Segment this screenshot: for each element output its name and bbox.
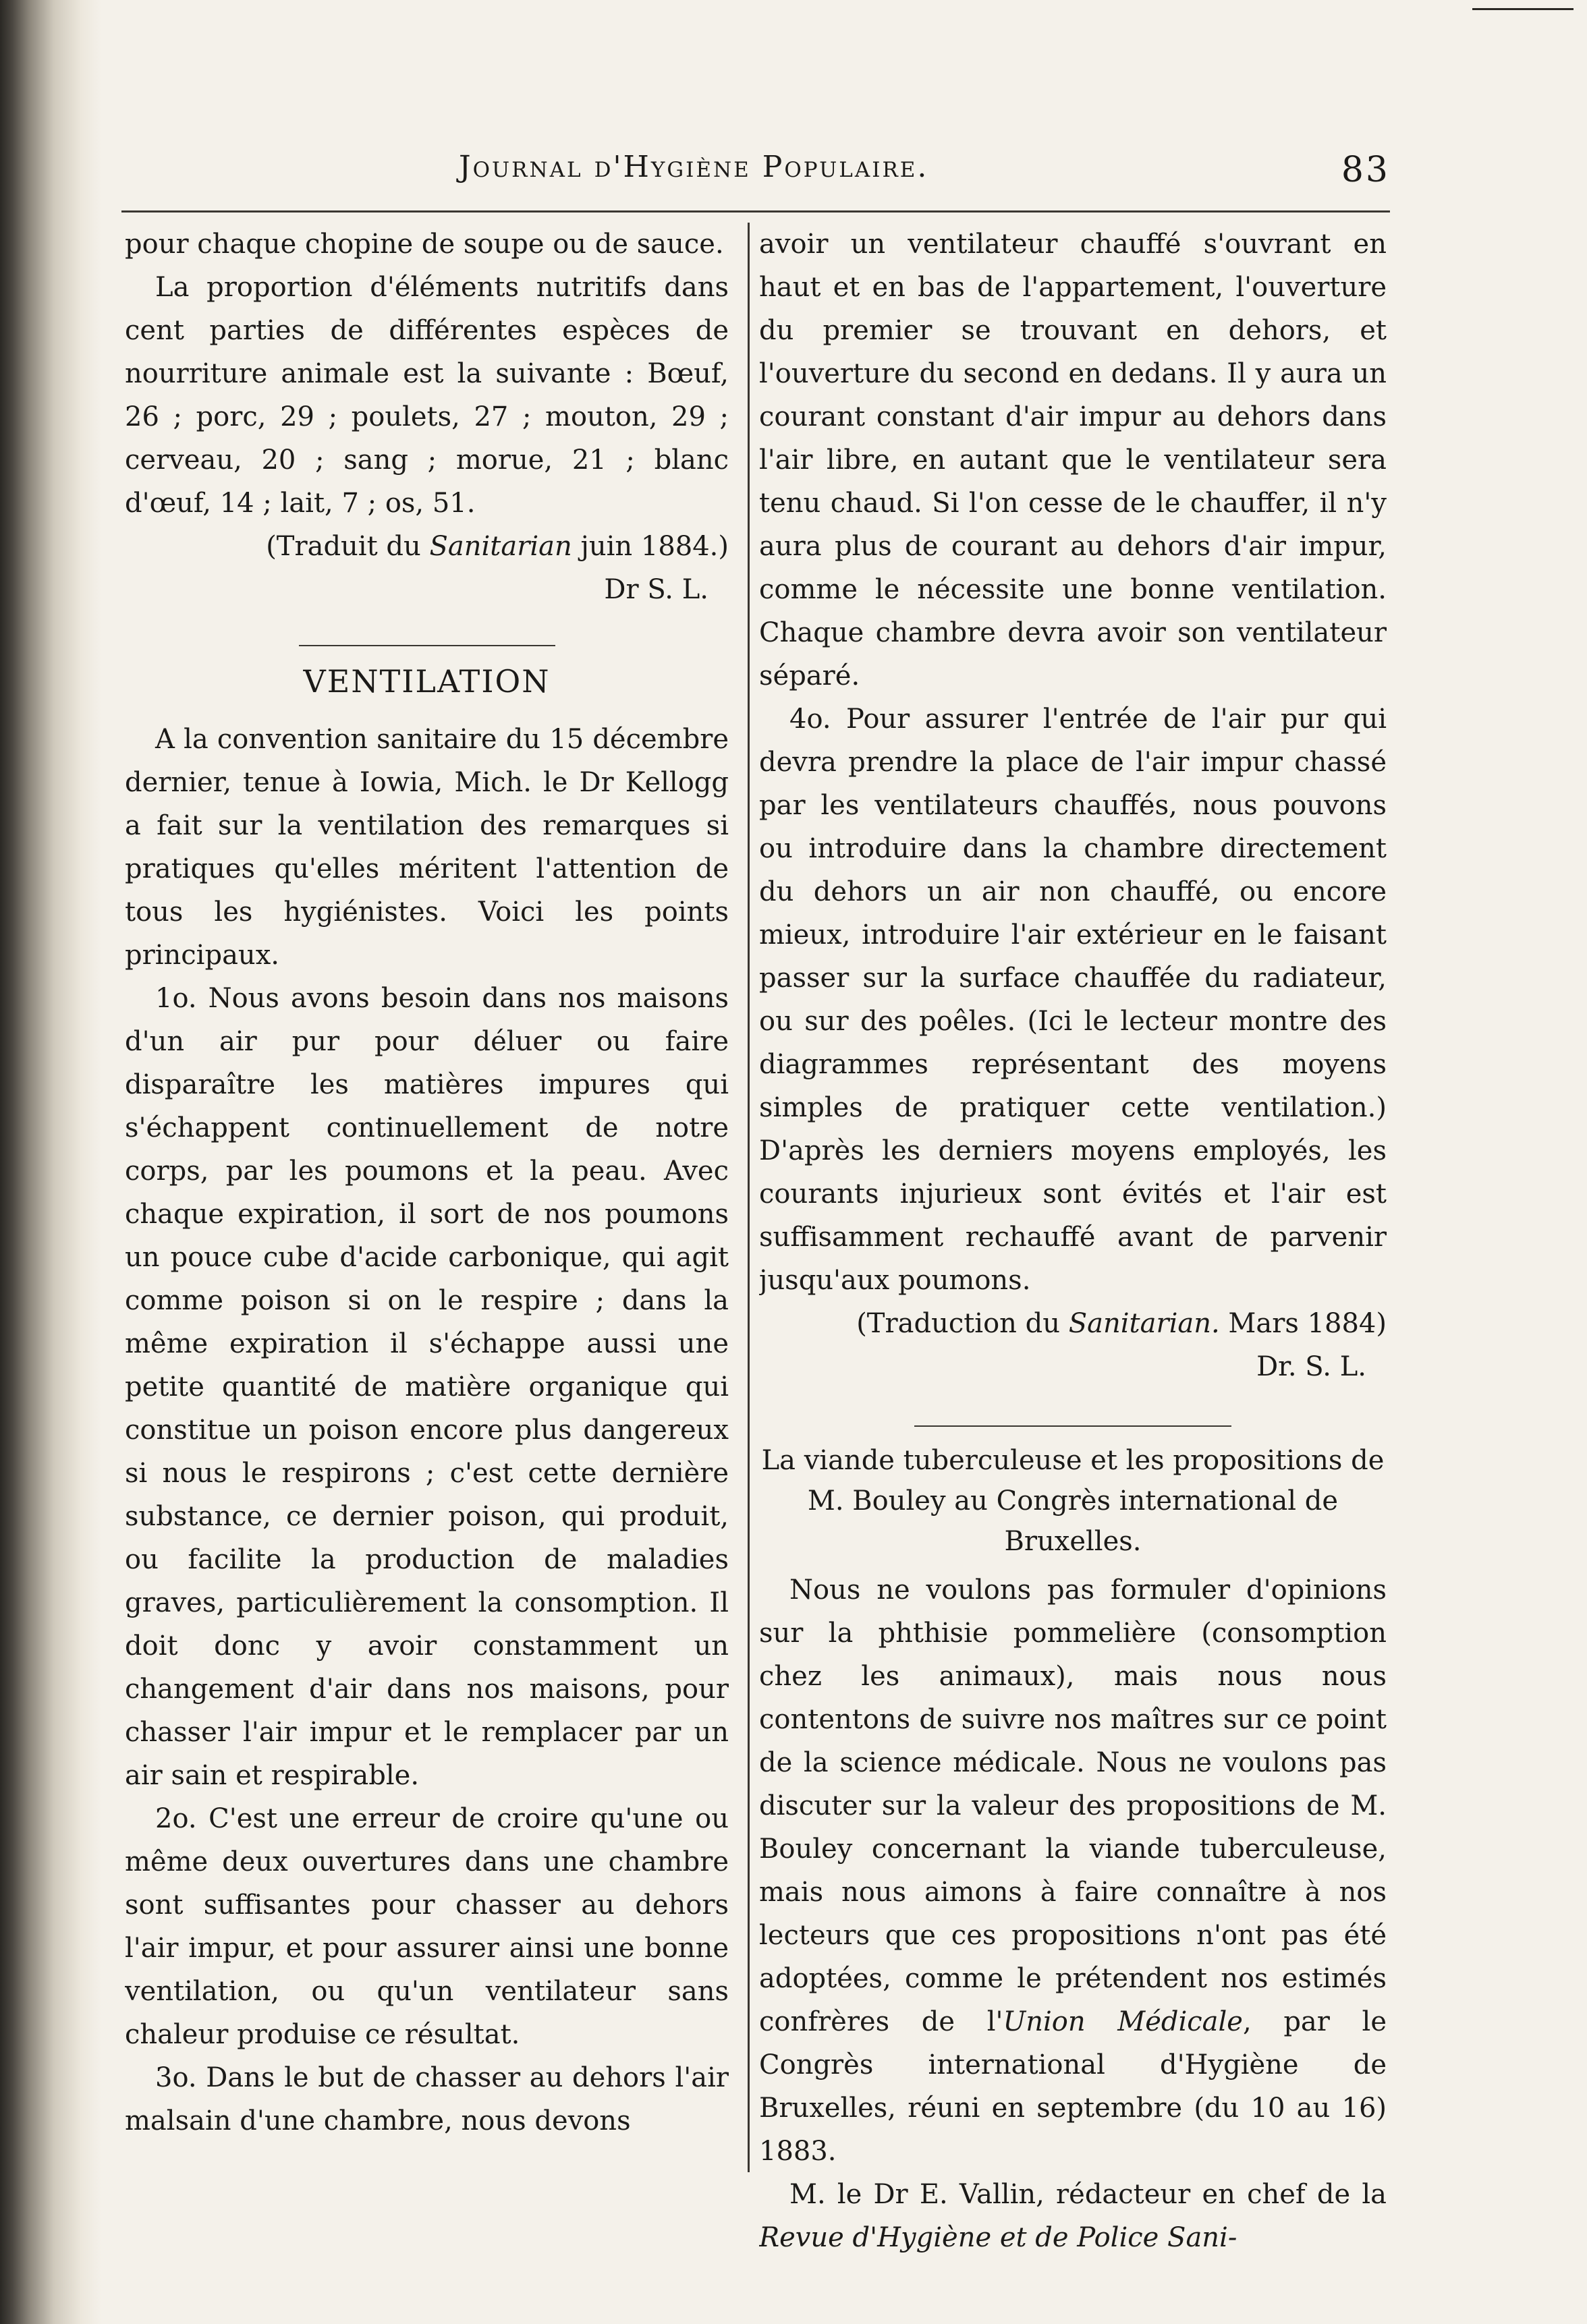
citation-source: Sanitarian <box>429 531 572 562</box>
citation: (Traduction du Sanitarian. Mars 1884) <box>856 1308 1387 1339</box>
paragraph: avoir un ventilateur chauffé s'ouvrant en haut et en bas de l'appartement, l'ouverture du premier se trouvant en dehors, et l'ouverture du second en dedans. Il y aura un courant constant d'air impur au dehors dans l'air libre, en autant que le ventilateur sera tenu chaud. Si l'on cesse de le chauffer, il n'y aura plus de courant au dehors d'air impur, comme le nécessite une bonne ventilation. Chaque chambre devra avoir son ventilateur séparé. <box>759 229 1387 691</box>
journal-title: Journal d'Hygiène Populaire. <box>459 150 929 184</box>
paragraph: 2o. C'est une erreur de croire qu'une ou même deux ouvertures dans une chambre sont suffisantes pour chasser au dehors l'air impur, et pour assurer ainsi une bonne ventilation, ou qu'un ventilateur sans chaleur produise ce résultat. <box>125 1803 729 2050</box>
section-title: VENTILATION <box>303 663 551 700</box>
column-divider <box>748 223 750 2172</box>
left-column <box>125 223 729 2280</box>
journal-name: Union Médicale <box>1003 2006 1243 2037</box>
paragraph: Nous ne voulons pas formuler d'opinions sur la phthisie pommelière (consomption chez les animaux), mais nous nous contentons de suivre nos maîtres sur ce point de la science médicale. Nous ne voulons pas discuter sur la valeur des propositions de M. Bouley concernant la viande tuberculeuse, mais nous aimons à faire connaître à nos lecteurs que ces propositions n'ont pas été adoptées, comme le prétendent nos estimés confrères de l'Union Médicale, par le Congrès international d'Hygiène de Bruxelles, réuni en septembre (du 10 au 16) 1883. <box>759 1575 1387 2167</box>
article-title: La viande tuberculeuse et les propositions de M. Bouley au Congrès international de Bruxelles. <box>761 1445 1385 1557</box>
running-header <box>405 150 1390 197</box>
paragraph: pour chaque chopine de soupe ou de sauce. <box>125 229 724 260</box>
book-binding-edge <box>0 0 101 2324</box>
page-number: 83 <box>1341 150 1390 190</box>
paragraph: M. le Dr E. Vallin, rédacteur en chef de la Revue d'Hygiène et de Police Sani- <box>759 2179 1387 2253</box>
citation: (Traduit du Sanitarian juin 1884.) <box>266 531 729 562</box>
corner-rule <box>1472 8 1574 10</box>
citation-source: Sanitarian. <box>1068 1308 1220 1339</box>
paragraph: La proportion d'éléments nutritifs dans cent parties de différentes espèces de nourriture animale est la suivante : Bœuf, 26 ; porc, 29 ; poulets, 27 ; mouton, 29 ; cerveau, 20 ; sang ; morue, 21 ; blanc d'œuf, 14 ; lait, 7 ; os, 51. <box>125 272 729 519</box>
paragraph: 4o. Pour assurer l'entrée de l'air pur qui devra prendre la place de l'air impur chassé par les ventilateurs chauffés, nous pouvons ou introduire dans la chambre directement du dehors un air non chauffé, ou encore mieux, introduire l'air extérieur en le faisant passer sur la surface chauffée du radiateur, ou sur des poêles. (Ici le lecteur montre des diagrammes représentant des moyens simples de pratiquer cette ventilation.) D'après les derniers moyens employés, les courants injurieux sont évités et l'air est suffisamment rechauffé avant de parvenir jusqu'aux poumons. <box>759 704 1387 1296</box>
paragraph: 3o. Dans le but de chasser au dehors l'air malsain d'une chambre, nous devons <box>125 2062 729 2136</box>
paragraph: 1o. Nous avons besoin dans nos maisons d'un air pur pour déluer ou faire disparaître les matières impures qui s'échappent continuellement de notre corps, par les poumons et la peau. Avec chaque expiration, il sort de nos poumons un pouce cube d'acide carbonique, qui agit comme poison si on le respire ; dans la même expiration il s'échappe aussi une petite quantité de matière organique qui constitue un poison encore plus dangereux si nous le respirons ; c'est cette dernière substance, ce dernier poison, qui produit, ou facilite la production de maladies graves, particulièrement la consomption. Il doit donc y avoir constamment un changement d'air dans nos maisons, pour chasser l'air impur et le remplacer par un air sain et respirable. <box>125 983 729 1791</box>
signature: Dr S. L. <box>604 574 708 605</box>
journal-name: Revue d'Hygiène et de Police Sani- <box>759 2222 1237 2253</box>
section-rule <box>914 1425 1231 1427</box>
section-rule <box>299 645 555 646</box>
paragraph: A la convention sanitaire du 15 décembre dernier, tenue à Iowia, Mich. le Dr Kellogg a fait sur la ventilation des remarques si pratiques qu'elles méritent l'attention de tous les hygiénistes. Voici les points principaux. <box>125 724 729 971</box>
right-column <box>759 223 1387 2280</box>
header-rule <box>121 210 1390 212</box>
signature: Dr. S. L. <box>1256 1351 1366 1382</box>
